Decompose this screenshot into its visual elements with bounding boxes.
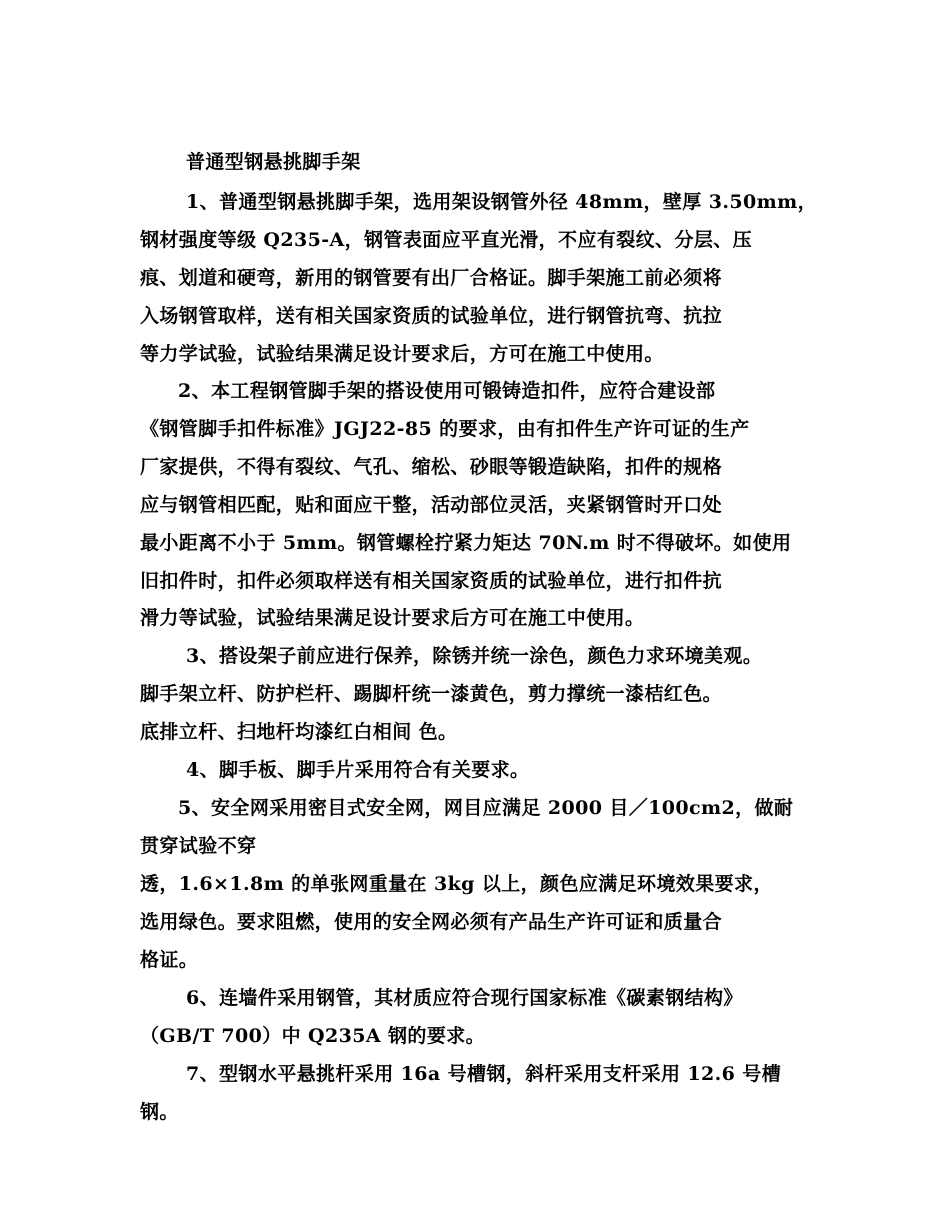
text-line: 1、普通型钢悬挑脚手架，选用架设钢管外径 48mm，壁厚 3.50mm， <box>186 191 817 213</box>
text-line: 钢。 <box>140 1101 179 1123</box>
text-line: 格证。 <box>140 949 199 971</box>
text-line: 底排立杆、扫地杆均漆红白相间 色。 <box>140 721 458 743</box>
text-line: 5、安全网采用密目式安全网，网目应满足 2000 目／100cm2，做耐 <box>178 797 794 819</box>
text-line: 等力学试验，试验结果满足设计要求后，方可在施工中使用。 <box>140 343 664 365</box>
text-line: 6、连墙件采用钢管，其材质应符合现行国家标准《碳素钢结构》 <box>186 987 743 1009</box>
text-line: 透，1.6×1.8m 的单张网重量在 3kg 以上，颜色应满足环境效果要求， <box>140 873 773 895</box>
text-line: 滑力等试验，试验结果满足设计要求后方可在施工中使用。 <box>140 607 645 629</box>
text-line: 旧扣件时，扣件必须取样送有相关国家资质的试验单位，进行扣件抗 <box>140 570 723 592</box>
text-line: 痕、划道和硬弯，新用的钢管要有出厂合格证。脚手架施工前必须将 <box>140 267 723 289</box>
text-line: 入场钢管取样，送有相关国家资质的试验单位，进行钢管抗弯、抗拉 <box>140 305 723 327</box>
text-line: 3、搭设架子前应进行保养，除锈并统一涂色，颜色力求环境美观。 <box>186 645 763 667</box>
text-line: 贯穿试验不穿 <box>140 835 257 857</box>
text-line: 应与钢管相匹配，贴和面应干整，活动部位灵活，夹紧钢管时开口处 <box>140 494 723 516</box>
text-line: 4、脚手板、脚手片采用符合有关要求。 <box>186 759 530 781</box>
text-line: 7、型钢水平悬挑杆采用 16a 号槽钢，斜杆采用支杆采用 12.6 号槽 <box>186 1063 782 1085</box>
text-line: 2、本工程钢管脚手架的搭设使用可锻铸造扣件，应符合建设部 <box>178 380 716 402</box>
text-line: 钢材强度等级 Q235-A，钢管表面应平直光滑，不应有裂纹、分层、压 <box>140 229 753 251</box>
text-line: （GB/T 700）中 Q235A 钢的要求。 <box>140 1025 486 1047</box>
text-line: 选用绿色。要求阻燃，使用的安全网必须有产品生产许可证和质量合 <box>140 911 723 933</box>
text-line: 脚手架立杆、防护栏杆、踢脚杆统一漆黄色，剪力撑统一漆桔红色。 <box>140 683 723 705</box>
document-title: 普通型钢悬挑脚手架 <box>186 151 361 173</box>
text-line: 最小距离不小于 5mm。钢管螺栓拧紧力矩达 70N.m 时不得破坏。如使用 <box>140 532 792 554</box>
text-line: 《钢管脚手扣件标准》JGJ22-85 的要求，由有扣件生产许可证的生产 <box>140 418 750 440</box>
text-line: 厂家提供，不得有裂纹、气孔、缩松、砂眼等锻造缺陷，扣件的规格 <box>140 456 723 478</box>
